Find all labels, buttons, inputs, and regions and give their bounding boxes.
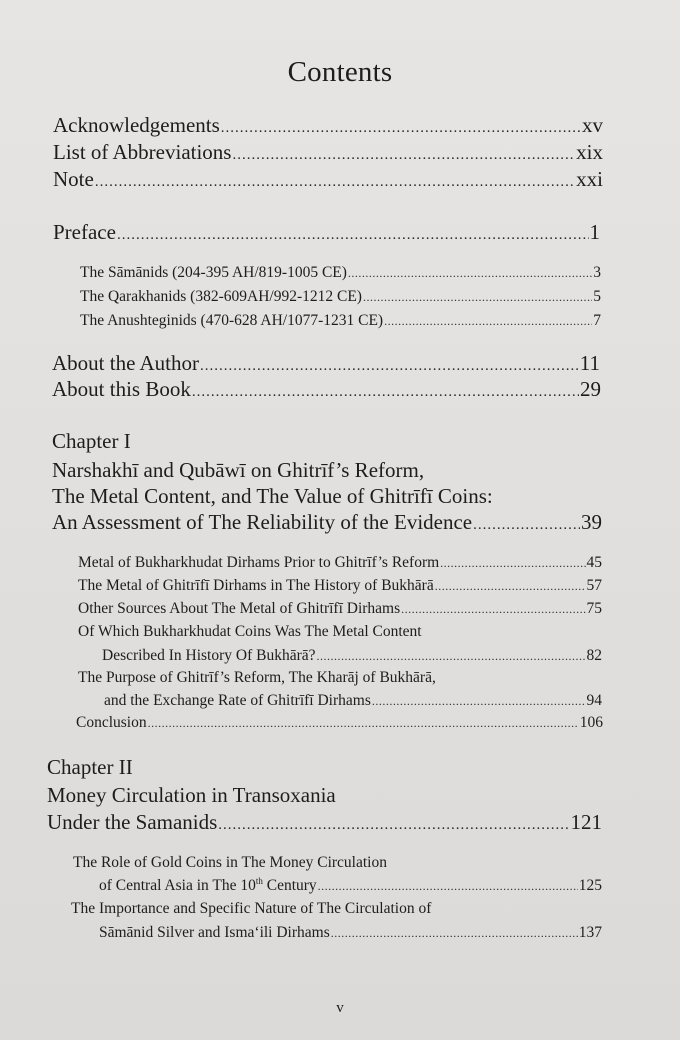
toc-entry-gold-coins[interactable]: of Central Asia in The 10th Century ..... 125 [99,877,602,895]
toc-entry-samanids[interactable]: The Sāmānids (204-395 AH/819-1005 CE) ..... 3 [80,264,601,282]
leader-dots [384,314,592,329]
toc-entry-purpose[interactable]: and the Exchange Rate of Ghitrīfī Dirhams ..... 94 [104,692,602,710]
leader-dots [221,120,581,137]
toc-entry-gold-coins-line1[interactable]: The Role of Gold Coins in The Money Circulation [73,854,387,871]
toc-entry-which-coins[interactable]: Described In History Of Bukhārā? ..... 82 [102,647,602,665]
chapter1-title-line2: The Metal Content, and The Value of Ghitrīfī Coins: [52,484,493,508]
leader-dots [473,517,580,534]
leader-dots [363,290,592,305]
toc-entry-metal-history[interactable]: The Metal of Ghitrīfī Dirhams in The History of Bukhārā ..... 57 [78,577,602,595]
page-number: v [336,1000,344,1016]
toc-entry-anushteginids[interactable]: The Anushteginids (470-628 AH/1077-1231 CE) ..... 7 [80,312,601,330]
leader-dots [440,556,585,571]
toc-entry-qarakhanids[interactable]: The Qarakhanids (382-609AH/992-1212 CE) ..... 5 [80,288,601,306]
toc-entry-silver[interactable]: Sāmānid Silver and Isma‘ili Dirhams ..... 137 [99,924,602,942]
toc-entry-purpose-line1[interactable]: The Purpose of Ghitrīf’s Reform, The Kharāj of Bukhārā, [78,669,436,686]
leader-dots [192,384,579,401]
leader-dots [318,879,578,894]
toc-entry-conclusion[interactable]: Conclusion ..... 106 [76,714,603,732]
leader-dots [200,358,579,375]
chapter2-heading: Chapter II [47,755,133,779]
toc-entry-chapter1[interactable]: An Assessment of The Reliability of the Evidence ..... 39 [52,510,602,535]
toc-entry-silver-line1[interactable]: The Importance and Specific Nature of The Circulation of [71,900,432,917]
leader-dots [401,602,585,617]
toc-entry-note[interactable]: Note ..... xxi [53,167,603,192]
leader-dots [331,926,578,941]
leader-dots [348,266,592,281]
toc-entry-about-book[interactable]: About this Book ..... 29 [52,377,601,402]
leader-dots [372,694,586,709]
toc-entry-which-coins-line1[interactable]: Of Which Bukharkhudat Coins Was The Metal Content [78,623,422,640]
chapter1-title-line1: Narshakhī and Qubāwī on Ghitrīf’s Reform, [52,458,425,482]
leader-dots [117,227,589,244]
leader-dots [232,147,575,164]
toc-entry-metal-bukharkhudat[interactable]: Metal of Bukharkhudat Dirhams Prior to Ghitrīf’s Reform ..... 45 [78,554,602,572]
toc-entry-chapter2[interactable]: Under the Samanids ..... 121 [47,810,602,835]
toc-entry-abbreviations[interactable]: List of Abbreviations ..... xix [53,140,603,165]
leader-dots [148,716,579,731]
chapter2-title-line1: Money Circulation in Transoxania [47,783,336,807]
leader-dots [218,817,569,834]
leader-dots [95,174,575,191]
leader-dots [317,649,586,664]
toc-entry-preface[interactable]: Preface ..... 1 [53,220,600,245]
chapter1-heading: Chapter I [52,429,131,453]
toc-entry-other-sources[interactable]: Other Sources About The Metal of Ghitrīfī Dirhams ..... 75 [78,600,602,618]
toc-entry-acknowledgements[interactable]: Acknowledgements ..... xv [53,113,603,138]
leader-dots [435,579,586,594]
page-title: Contents [287,56,393,88]
toc-entry-about-author[interactable]: About the Author ..... 11 [52,351,600,376]
